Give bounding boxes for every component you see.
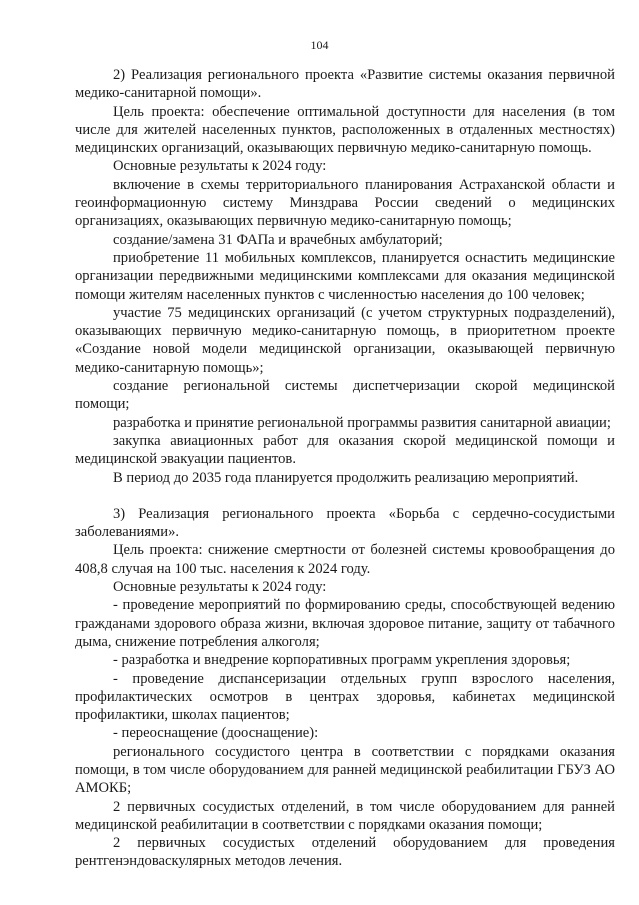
document-body <box>75 66 615 871</box>
paragraph: - разработка и внедрение корпоративных программ укрепления здоровья; <box>113 652 571 669</box>
paragraph: Основные результаты к 2024 году: <box>113 158 327 175</box>
paragraph: разработка и принятие региональной программы развития санитарной авиации; <box>113 414 611 431</box>
paragraph: создание/замена 31 ФАПа и врачебных амбулаторий; <box>113 231 443 248</box>
paragraph: Цель проекта: снижение смертности от болезней системы кровообращения до 408,8 случая на 100 тыс. населения к 2024 году. <box>75 542 615 577</box>
paragraph: 2 первичных сосудистых отделений оборудованием для проведения рентгенэндоваскулярных методов лечения. <box>75 835 615 870</box>
paragraph: участие 75 медицинских организаций (с учетом структурных подразделений), оказывающих первичную медико-санитарную помощь, в приоритетном проекте «Создание новой модели медицинской организации, оказывающей первичную медико-санитарную помощь»; <box>75 304 615 376</box>
paragraph: - проведение мероприятий по формированию среды, способствующей ведению гражданами здорового образа жизни, включая здоровое питание, защиту от табачного дыма, снижение потребления алкоголя; <box>75 597 615 650</box>
paragraph: Цель проекта: обеспечение оптимальной доступности для населения (в том числе для жителей населенных пунктов, расположенных в отдаленных местностях) медицинских организаций, оказывающих первичную медико-санитарную помощь. <box>75 103 615 157</box>
paragraph: В период до 2035 года планируется продолжить реализацию мероприятий. <box>113 469 579 486</box>
paragraph: - переоснащение (дооснащение): <box>113 725 319 742</box>
paragraph: Основные результаты к 2024 году: <box>113 579 327 596</box>
paragraph: создание региональной системы диспетчеризации скорой медицинской помощи; <box>75 378 615 413</box>
paragraph: приобретение 11 мобильных комплексов, планируется оснастить медицинские организации передвижными медицинскими комплексами для оказания медицинской помощи жителям населенных пунктов с численностью населения до 100 человек; <box>75 249 615 303</box>
page-number: 104 <box>310 38 329 52</box>
paragraph: - проведение диспансеризации отдельных групп взрослого населения, профилактических осмотров в центрах здоровья, кабинетах медицинской профилактики, школах пациентов; <box>75 670 615 724</box>
paragraph: 2) Реализация регионального проекта «Развитие системы оказания первичной медико-санитарной помощи». <box>75 67 615 102</box>
paragraph: закупка авиационных работ для оказания скорой медицинской помощи и медицинской эвакуации пациентов. <box>75 432 615 468</box>
paragraph: включение в схемы территориального планирования Астраханской области и геоинформационную систему Минздрава России сведений о медицинских организациях, оказывающих первичную медико-санитарную помощь; <box>75 176 615 230</box>
paragraph: 2 первичных сосудистых отделений, в том числе оборудованием для ранней медицинской реабилитации в соответствии с порядками оказания помощи; <box>75 798 615 833</box>
paragraph: регионального сосудистого центра в соответствии с порядками оказания помощи, в том числе оборудованием для ранней медицинской реабилитации ГБУЗ АО АМОКБ; <box>75 743 615 797</box>
paragraph: 3) Реализация регионального проекта «Борьба с сердечно-сосудистыми заболеваниями». <box>75 505 615 541</box>
